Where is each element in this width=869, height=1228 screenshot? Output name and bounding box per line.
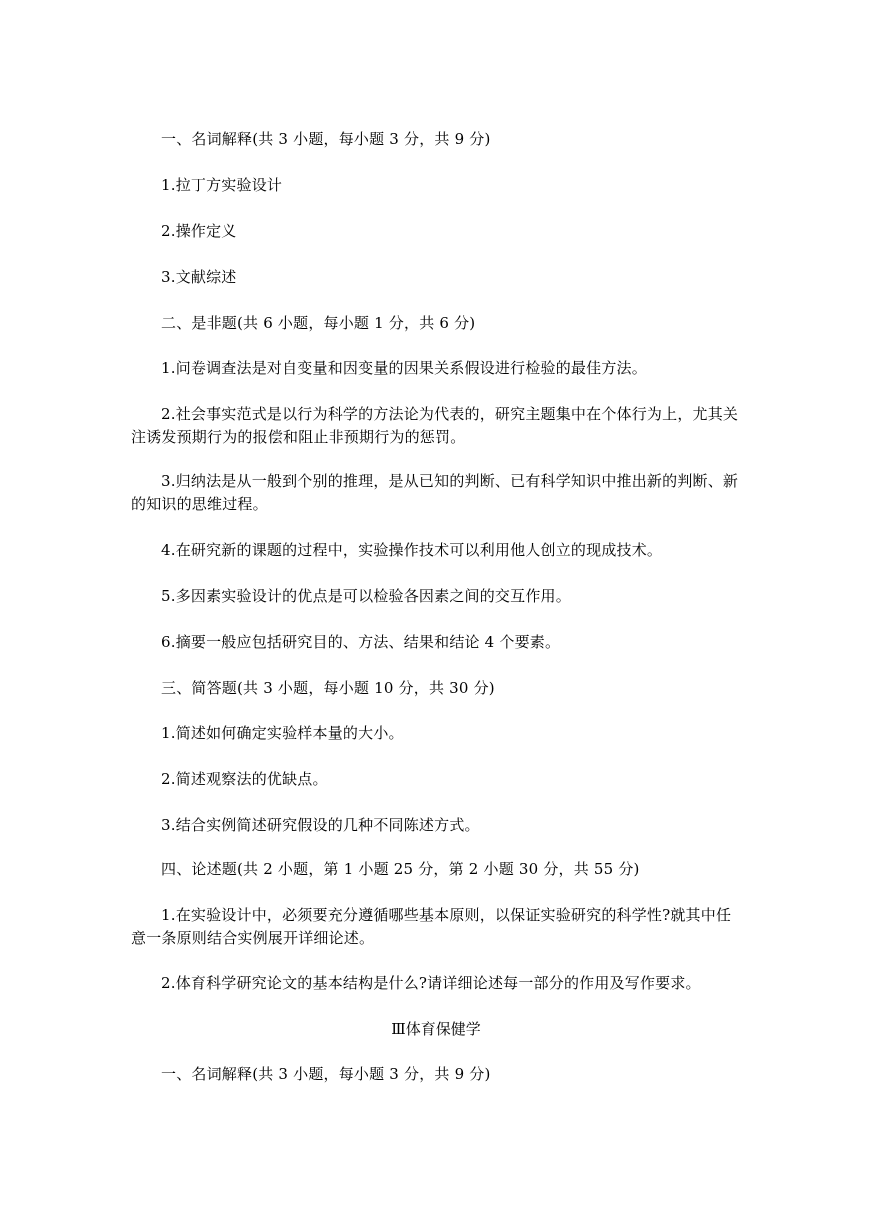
section2-item-4: 4.在研究新的课题的过程中，实验操作技术可以利用他人创立的现成技术。 <box>161 541 663 559</box>
section2-heading: 二、是非题(共 6 小题，每小题 1 分，共 6 分) <box>161 314 476 332</box>
section2-item-6: 6.摘要一般应包括研究目的、方法、结果和结论 4 个要素。 <box>161 633 561 651</box>
section1-heading: 一、名词解释(共 3 小题，每小题 3 分，共 9 分) <box>161 130 491 148</box>
part3-section1-heading: 一、名词解释(共 3 小题，每小题 3 分，共 9 分) <box>161 1065 491 1083</box>
section1-item-3: 3.文献综述 <box>161 268 237 286</box>
section2-item-5: 5.多因素实验设计的优点是可以检验各因素之间的交互作用。 <box>161 587 571 605</box>
section1-item-2: 2.操作定义 <box>161 222 237 240</box>
section3-item-3: 3.结合实例简述研究假设的几种不同陈述方式。 <box>161 816 480 834</box>
section2-item-1: 1.问卷调查法是对自变量和因变量的因果关系假设进行检验的最佳方法。 <box>161 359 647 377</box>
section2-item-2: 2.社会事实范式是以行为科学的方法论为代表的，研究主题集中在个体行为上，尤其关注诱发预期行为的报偿和阻止非预期行为的惩罚。 <box>131 405 739 446</box>
section4-item-2: 2.体育科学研究论文的基本结构是什么?请详细论述每一部分的作用及写作要求。 <box>161 974 701 992</box>
section3-heading: 三、简答题(共 3 小题，每小题 10 分，共 30 分) <box>161 679 495 697</box>
section2-item-3: 3.归纳法是从一般到个别的推理，是从已知的判断、已有科学知识中推出新的判断、新的知识的思维过程。 <box>131 472 739 513</box>
section3-item-1: 1.简述如何确定实验样本量的大小。 <box>161 724 404 742</box>
section4-item-1: 1.在实验设计中，必须要充分遵循哪些基本原则，以保证实验研究的科学性?就其中任意一条原则结合实例展开详细论述。 <box>131 906 732 947</box>
section3-item-2: 2.简述观察法的优缺点。 <box>161 770 328 788</box>
part3-title: Ⅲ体育保健学 <box>391 1020 481 1038</box>
section4-heading: 四、论述题(共 2 小题，第 1 小题 25 分，第 2 小题 30 分，共 55 分) <box>161 860 640 878</box>
section1-item-1: 1.拉丁方实验设计 <box>161 176 283 194</box>
